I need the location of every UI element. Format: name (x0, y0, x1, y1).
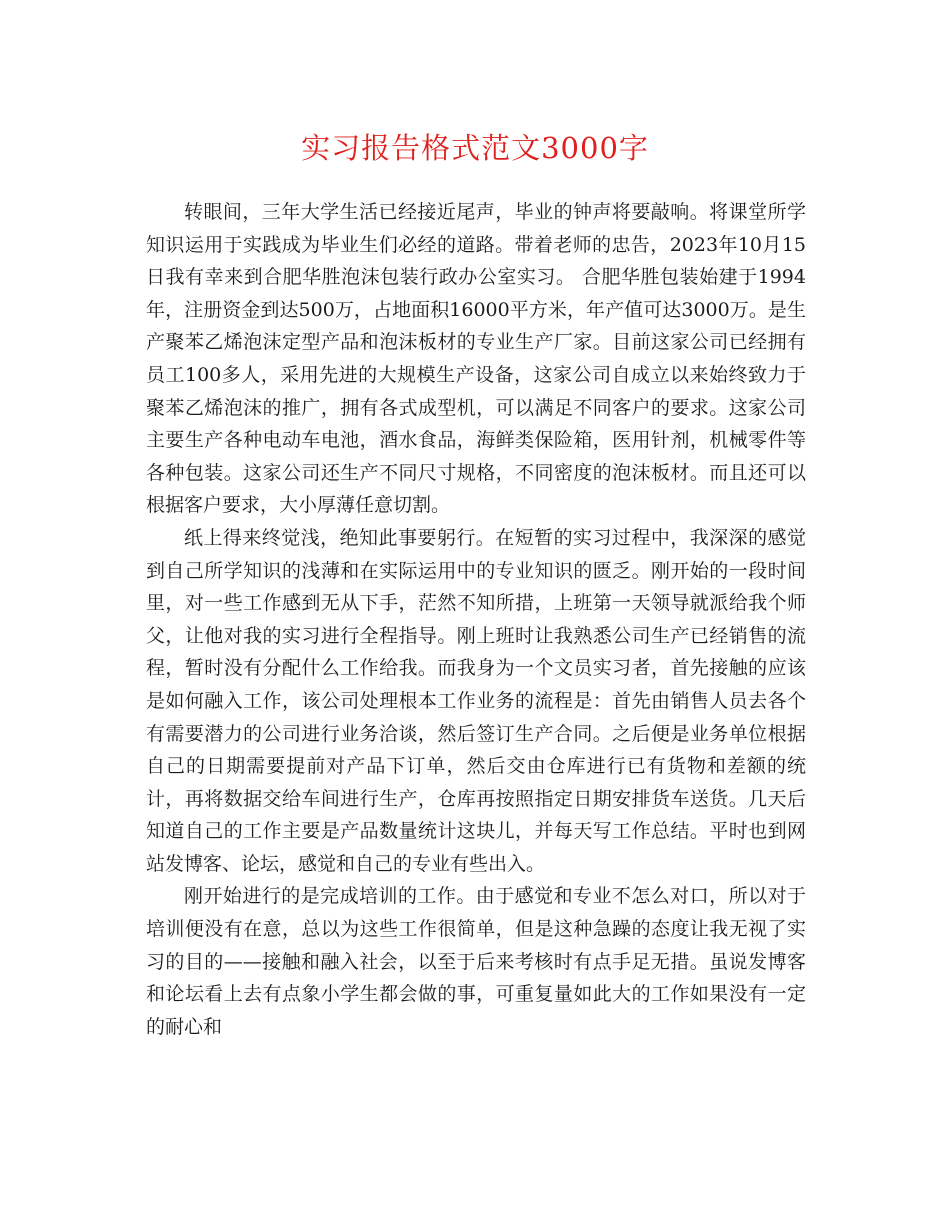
document-body (146, 196, 806, 1043)
paragraph-3: 刚开始进行的是完成培训的工作。由于感觉和专业不怎么对口，所以对于培训便没有在意，总以为这些工作很简单，但是这种急躁的态度让我无视了实习的目的——接触和融入社会，以至于后来考核时有点手足无措。虽说发博客和论坛看上去有点象小学生都会做的事，可重复量如此大的工作如果没有一定的耐心和 (146, 885, 806, 1038)
paragraph-2: 纸上得来终觉浅，绝知此事要躬行。在短暂的实习过程中，我深深的感觉到自己所学知识的浅薄和在实际运用中的专业知识的匮乏。刚开始的一段时间里，对一些工作感到无从下手，茫然不知所措，上班第一天领导就派给我个师父，让他对我的实习进行全程指导。刚上班时让我熟悉公司生产已经销售的流程，暂时没有分配什么工作给我。而我身为一个文员实习者，首先接触的应该是如何融入工作，该公司处理根本工作业务的流程是：首先由销售人员去各个有需要潜力的公司进行业务洽谈，然后签订生产合同。之后便是业务单位根据自己的日期需要提前对产品下订单，然后交由仓库进行已有货物和差额的统计，再将数据交给车间进行生产，仓库再按照指定日期安排货车送货。几天后知道自己的工作主要是产品数量统计这块儿，并每天写工作总结。平时也到网站发博客、论坛，感觉和自己的专业有些出入。 (146, 526, 806, 875)
document-title: 实习报告格式范文3000字 (301, 131, 649, 165)
paragraph-1: 转眼间，三年大学生活已经接近尾声，毕业的钟声将要敲响。将课堂所学知识运用于实践成为毕业生们必经的道路。带着老师的忠告，2023年10月15日我有幸来到合肥华胜泡沫包装行政办公室实习。 合肥华胜包装始建于1994年，注册资金到达500万，占地面积16000平方米，年产值可达3000万。是生产聚苯乙烯泡沫定型产品和泡沫板材的专业生产厂家。目前这家公司已经拥有员工100多人，采用先进的大规模生产设备，这家公司自成立以来始终致力于聚苯乙烯泡沫的推广，拥有各式成型机，可以满足不同客户的要求。这家公司主要生产各种电动车电池，酒水食品，海鲜类保险箱，医用针剂，机械零件等各种包装。这家公司还生产不同尺寸规格，不同密度的泡沫板材。而且还可以根据客户要求，大小厚薄任意切割。 (146, 201, 806, 517)
